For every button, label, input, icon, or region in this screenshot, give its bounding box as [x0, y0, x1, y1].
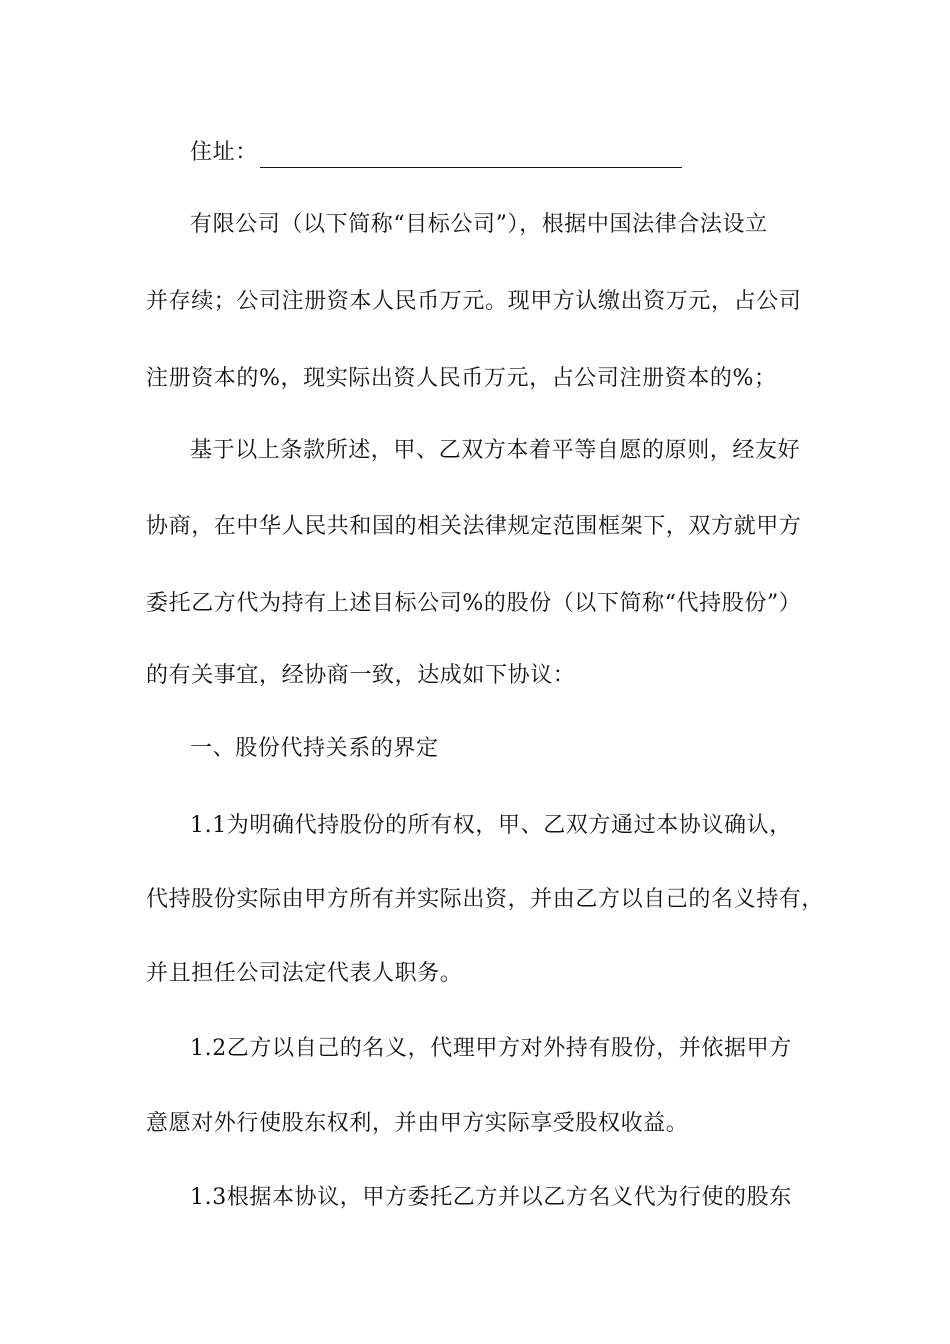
clause-line: 并且担任公司法定代表人职务。	[146, 961, 463, 986]
paragraph-line: 的有关事宜，经协商一致，达成如下协议：	[146, 663, 576, 688]
clause-line: 1.2乙方以自己的名义，代理甲方对外持有股份，并依据甲方	[190, 1036, 792, 1061]
clause-line: 代持股份实际由甲方所有并实际出资，并由乙方以自己的名义持有，	[146, 887, 825, 912]
clause-line: 1.1为明确代持股份的所有权，甲、乙双方通过本协议确认，	[190, 813, 792, 838]
section-heading: 一、股份代持关系的界定	[190, 736, 439, 761]
paragraph-line: 委托乙方代为持有上述目标公司%的股份（以下简称“代持股份”）	[146, 591, 802, 616]
address-label: 住址：	[190, 140, 258, 165]
clause-line: 意愿对外行使股东权利，并由甲方实际享受股权收益。	[146, 1111, 689, 1136]
clause-line: 1.3根据本协议，甲方委托乙方并以乙方名义代为行使的股东	[190, 1185, 792, 1210]
address-line	[190, 138, 816, 168]
paragraph-line: 并存续；公司注册资本人民币万元。现甲方认缴出资万元，占公司	[146, 289, 802, 314]
paragraph-line: 协商，在中华人民共和国的相关法律规定范围框架下，双方就甲方	[146, 514, 802, 539]
paragraph-line: 基于以上条款所述，甲、乙双方本着平等自愿的原则，经友好	[190, 438, 801, 463]
paragraph-line: 有限公司（以下简称“目标公司”），根据中国法律合法设立	[190, 212, 768, 237]
address-blank	[260, 145, 682, 168]
paragraph-line: 注册资本的%，现实际出资人民币万元，占公司注册资本的%；	[146, 366, 777, 391]
